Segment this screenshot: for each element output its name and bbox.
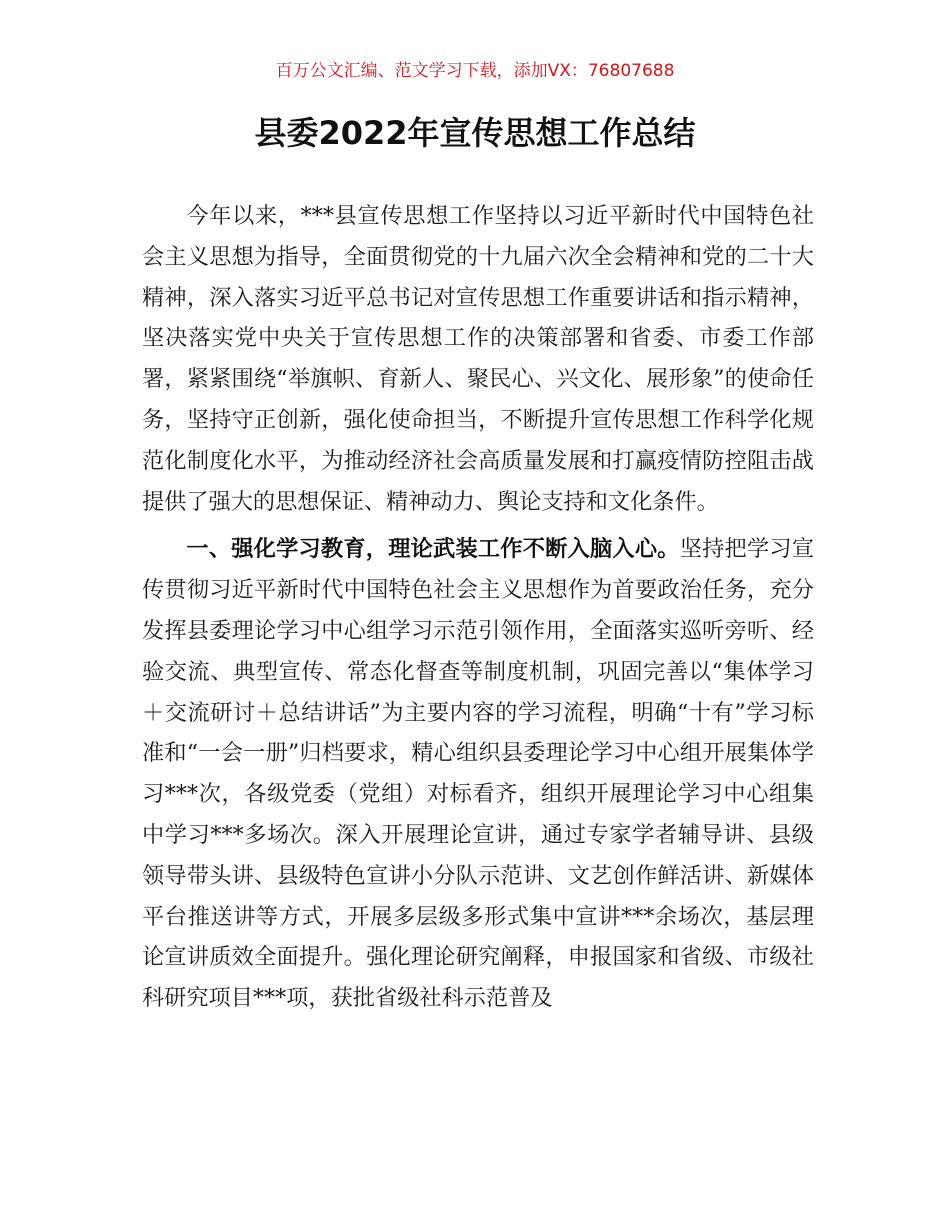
paragraph-text: 今年以来，***县宣传思想工作坚持以习近平新时代中国特色社会主义思想为指导，全面贯彻党的十九届六次全会精神和党的二十大精神，深入落实习近平总书记对宣传思想工作重要讲话和指示精神，坚决落实党中央关于宣传思想工作的决策部署和省委、市委工作部署，紧紧围绕“举旗帜、育新人、聚民心、兴文化、展形象”的使命任务，坚持守正创新，强化使命担当，不断提升宣传思想工作科学化规范化制度化水平，为推动经济社会高质量发展和打赢疫情防控阻击战提供了强大的思想保证、精神动力、舆论支持和文化条件。 <box>142 203 814 515</box>
document-body <box>142 196 814 1019</box>
section-one-heading: 一、强化学习教育，理论武装工作不断入脑入心。 <box>186 536 680 563</box>
section-one-paragraph <box>142 529 814 1019</box>
intro-paragraph <box>142 196 814 522</box>
document-title: 县委2022年宣传思想工作总结 <box>254 114 696 152</box>
paragraph-text: 坚持把学习宣传贯彻习近平新时代中国特色社会主义思想作为首要政治任务，充分发挥县委理论学习中心组学习示范引领作用，全面落实巡听旁听、经验交流、典型宣传、常态化督查等制度机制，巩固完善以“集体学习＋交流研讨＋总结讲话”为主要内容的学习流程，明确“十有”学习标准和“一会一册”归档要求，精心组织县委理论学习中心组开展集体学习***次，各级党委（党组）对标看齐，组织开展理论学习中心组集中学习***多场次。深入开展理论宣讲，通过专家学者辅导讲、县级领导带头讲、县级特色宣讲小分队示范讲、文艺创作鲜活讲、新媒体平台推送讲等方式，开展多层级多形式集中宣讲***余场次，基层理论宣讲质效全面提升。强化理论研究阐释，申报国家和省级、市级社科研究项目***项，获批省级社科示范普及 <box>142 536 815 1012</box>
header-banner: 百万公文汇编、范文学习下载，添加VX：76807688 <box>275 61 675 81</box>
